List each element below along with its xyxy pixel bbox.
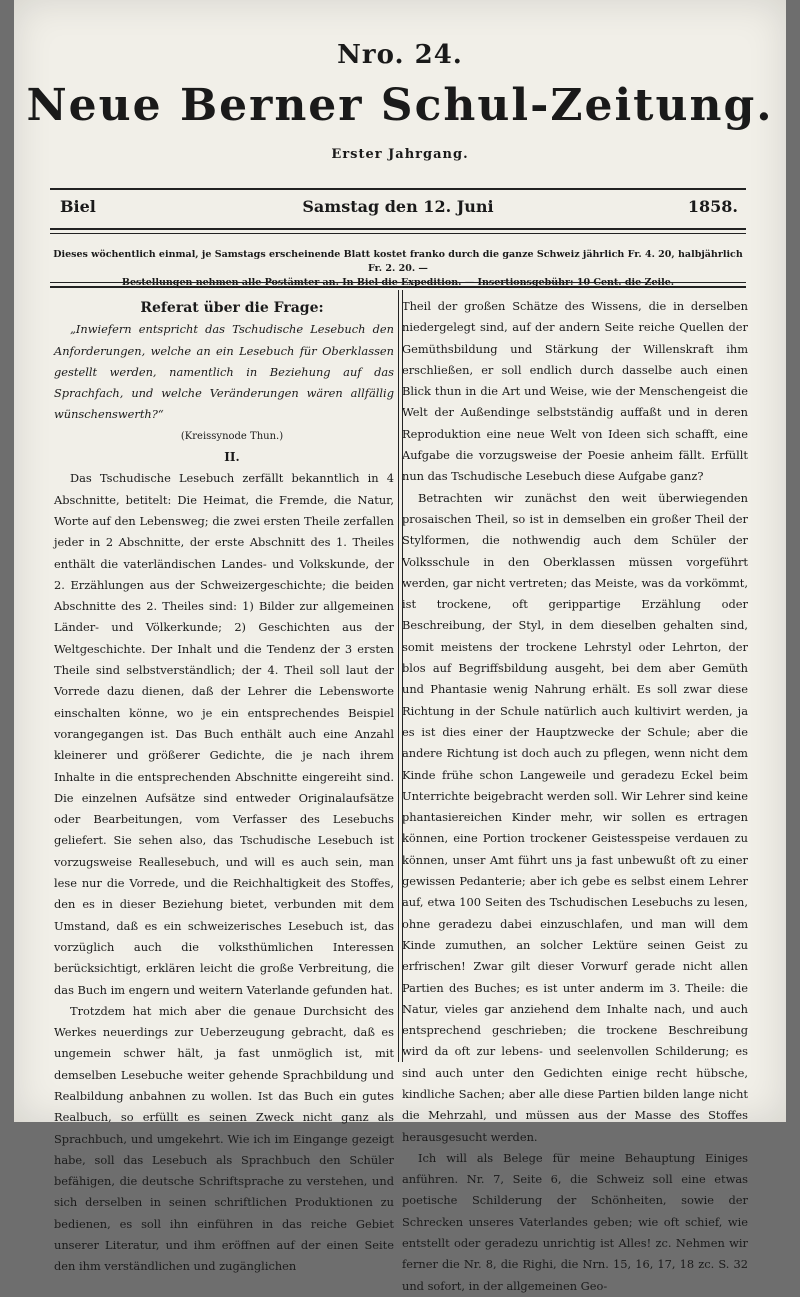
newspaper-title: Neue Berner Schul-Zeitung.	[26, 80, 774, 131]
issue-number: Nro. 24.	[337, 40, 463, 70]
notice-line-2: Bestellungen nehmen alle Postämter an. In Biel die Expedition. — Insertionsgebühr: 10 Cent. die Zeile.	[121, 277, 675, 288]
article-question: „Inwiefern entspricht das Tschudische Lesebuch den Anforderungen, welche an ein Lesebuch für Oberklassen gestellt werden, namentlich in Beziehung auf das Sprachfach, und welche Veränderungen wären allfällig wünschenswerth?“	[54, 322, 394, 422]
masthead-rule-middle	[50, 228, 746, 230]
notice-rule-top	[50, 282, 746, 283]
masthead-rule-top	[50, 188, 746, 190]
notice-rule-bottom	[50, 286, 746, 288]
paragraph: Betrachten wir zunächst den weit überwiegenden prosaischen Theil, so ist in demselben ein großer Theil der Stylformen, die nothwendig auch dem Schüler der Volksschule in den Oberklassen müssen vorgeführt werden, gar nicht vertreten; das Meiste, was da vorkömmt, ist trockene, oft gerippartige Erzählung oder Beschreibung, der Styl, in dem dieselben gehalten sind, somit meistens der trockene Lehrstyl oder Lehrton, der blos auf Begriffsbildung ausgeht, bei dem aber Gemüth und Phantasie wenig Nahrung erhält. Es soll zwar diese Richtung in der Schule natürlich auch kultivirt werden, ja es ist dies einer der Hauptzwecke der Schule; aber die andere Richtung ist doch auch zu pflegen, wenn nicht dem Kinde frühe schon Langeweile und geradezu Eckel beim Unterrichte beigebracht werden soll. Wir Lehrer sind keine phantasiereichen Kinder mehr, wir sollen es ertragen können, eine Portion trockener Geistesspeise verdauen zu können, unser Amt führt uns ja fast unbewußt oft zu einer gewissen Pedanterie; aber ich gebe es selbst einem Lehrer auf, etwa 100 Seiten des Tschudischen Lesebuchs zu lesen, ohne geradezu dabei einzuschlafen, und man will dem Kinde zumuthen, an solcher Lektüre seinen Geist zu erfrischen! Zwar gilt dieser Vorwurf gerade nicht allen Partien des Buches; es ist unter anderm im 3. Theile: die Natur, vieles gar anziehend dem Inhalte nach, und auch entsprechend geschrieben; die trockene Beschreibung wird da oft zur lebens- und seelenvollen Schilderung; es sind auch unter den Gedichten einige recht hübsche, kindliche Sachen; aber alle diese Partien bilden lange nicht die Mehrzahl, und müssen aus der Masse des Stoffes herausgesucht werden.	[402, 490, 748, 1144]
dateline	[50, 197, 746, 221]
issue-date: Samstag den 12. Juni	[302, 197, 494, 216]
volume-subtitle: Erster Jahrgang.	[331, 147, 469, 162]
paragraph: Das Tschudische Lesebuch zerfällt bekanntlich in 4 Abschnitte, betitelt: Die Heimat, die Fremde, die Natur, Worte auf den Lebensweg; die zwei ersten Theile zerfallen jeder in 2 Abschnitte, der erste Abschnitt des 1. Theiles enthält die vaterländischen Landes- und Volkskunde, der 2. Erzählungen aus der Schweizergeschichte; die beiden Abschnitte des 2. Theiles sind: 1) Bilder zur allgemeinen Länder- und Völkerkunde; 2) Geschichten aus der Weltgeschichte. Der Inhalt und die Tendenz der 3 ersten Theile sind selbstverständlich; der 4. Theil soll laut der Vorrede dazu dienen, daß der Lehrer die Lebensworte einschalten könne, wo je ein entsprechendes Beispiel vorangegangen ist. Das Buch enthält auch eine Anzahl kleinerer und größerer Gedichte, die je nach ihrem Inhalte in die entsprechenden Abschnitte eingereiht sind. Die einzelnen Aufsätze sind entweder Originalaufsätze oder Bearbeitungen, vom Verfasser des Lesebuchs geliefert. Sie sehen also, das Tschudische Lesebuch ist vorzugsweise Reallesebuch, und will es auch sein, man lese nur die Vorrede, und die Reichhaltigkeit des Stoffes, den es in dieser Beziehung bietet, verbunden mit dem Umstand, daß es ein schweizerisches Lesebuch ist, das vorzüglich auch die volksthümlichen Interessen berücksichtigt, erklären leicht die große Verbreitung, die das Buch im engern und weitern Vaterlande gefunden hat.	[54, 471, 394, 997]
paragraph: Ich will als Belege für meine Behauptung Einiges anführen. Nr. 7, Seite 6, die Schweiz soll eine etwas poetische Schilderung der Schönheiten, sowie der Schrecken unseres Vaterlandes geben; wie oft schief, wie entstellt oder geradezu unrichtig ist Alles! zc. Nehmen wir ferner die Nr. 8, die Righi, die Nrn. 15, 16, 17, 18 zc. S. 32 und sofort, in der allgemeinen Geo-	[402, 1150, 748, 1293]
place: Biel	[60, 197, 96, 216]
masthead-rule-middle-thin	[50, 233, 746, 234]
left-column	[54, 298, 394, 1274]
right-column	[402, 296, 748, 1293]
issue-year: 1858.	[687, 197, 738, 216]
subscription-notice	[52, 248, 744, 290]
notice-line-1: Dieses wöchentlich einmal, je Samstags erscheinende Blatt kostet franko durch die ganze Schweiz jährlich Fr. 4. 20, halbjährlich Fr. 2. 20. —	[53, 249, 743, 274]
newspaper-page	[14, 0, 786, 1293]
paragraph: Theil der großen Schätze des Wissens, die in derselben niedergelegt sind, auf der andern Seite reiche Quellen der Gemüthsbildung und Stärkung der Willenskraft ihm erschließen, er soll endlich durch dasselbe auch einen Blick thun in die Art und Weise, wie der Menschengeist die Welt der Außendinge selbstständig auffaßt und in deren Reproduktion eine neue Welt von Ideen sich schafft, eine Aufgabe die vorzugsweise der Poesie anheim fällt. Erfüllt nun das Tschudische Lesebuch diese Aufgabe ganz?	[402, 299, 748, 484]
article-source: (Kreissynode Thun.)	[180, 430, 284, 442]
paragraph: Trotzdem hat mich aber die genaue Durchsicht des Werkes neuerdings zur Ueberzeugung gebracht, daß es ungemein schwer hält, ja fast unmöglich ist, mit demselben Lesebuche weiter gehende Sprachbildung und Realbildung anbahnen zu wollen. Ist das Buch ein gutes Realbuch, so erfüllt es seinen Zweck nicht ganz als Sprachbuch, und umgekehrt. Wie ich im Eingange gezeigt habe, soll das Lesebuch als Sprachbuch den Schüler befähigen, die deutsche Schriftsprache zu verstehen, und sich derselben in seinen schriftlichen Produktionen zu bedienen, es soll ihn einführen in das reiche Gebiet unserer Literatur, und ihm eröffnen auf der einen Seite den ihm verständlichen und zugänglichen	[54, 1003, 394, 1274]
section-number: II.	[224, 450, 240, 465]
article-heading: Referat über die Frage:	[140, 300, 324, 316]
